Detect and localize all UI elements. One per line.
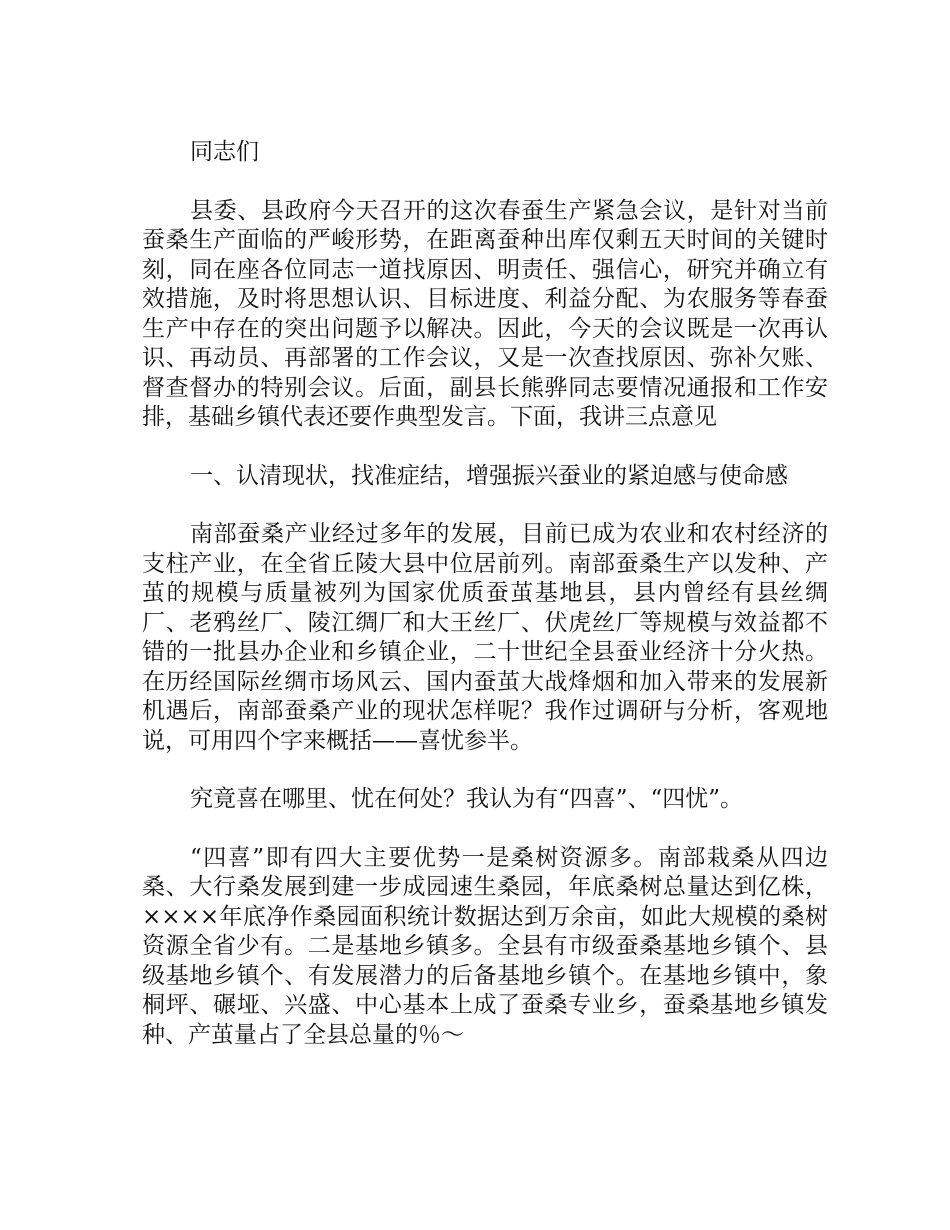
paragraph-opening: 县委、县政府今天召开的这次春蚕生产紧急会议，是针对当前蚕桑生产面临的严峻形势，在距离蚕种出库仅剩五天时间的关键时刻，同在座各位同志一道找原因、明责任、强信心，研究并确立有效措施，及时将思想认识、目标进度、利益分配、为农服务等春蚕生产中存在的突出问题予以解决。因此，今天的会议既是一次再认识、再动员、再部署的工作会议，又是一次查找原因、弥补欠账、督查督办的特别会议。后面，副县长熊骅同志要情况通报和工作安排，基础乡镇代表还要作典型发言。下面，我讲三点意见: [142, 197, 828, 430]
document-page: [142, 138, 828, 1050]
paragraph-four-joys: “四喜”即有四大主要优势一是桑树资源多。南部栽桑从四边桑、大行桑发展到建一步成园速生桑园，年底桑树总量达到亿株，××××年底净作桑园面积统计数据达到万余亩，如此大规模的桑树资源全省少有。二是基地乡镇多。全县有市级蚕桑基地乡镇个、县级基地乡镇个、有发展潜力的后备基地乡镇个。在基地乡镇中，象桐坪、碾垭、兴盛、中心基本上成了蚕桑专业乡，蚕桑基地乡镇发种、产茧量占了全县总量的％～: [142, 844, 828, 1048]
salutation: 同志们: [190, 139, 259, 165]
section-heading-one: 一、认清现状，找准症结，增强振兴蚕业的紧迫感与使命感: [190, 462, 788, 489]
paragraph-status: 南部蚕桑产业经过多年的发展，目前已成为农业和农村经济的支柱产业，在全省丘陵大县中位居前列。南部蚕桑生产以发种、产茧的规模与质量被列为国家优质蚕茧基地县，县内曾经有县丝绸厂、老鸦丝厂、陵江绸厂和大王丝厂、伏虎丝厂等规模与效益都不错的一批县办企业和乡镇企业，二十世纪全县蚕业经济十分火热。在历经国际丝绸市场风云、国内蚕茧大战烽烟和加入带来的发展新机遇后，南部蚕桑产业的现状怎样呢？我作过调研与分析，客观地说，可用四个字来概括——喜忧参半。: [142, 521, 828, 754]
paragraph-question: 究竟喜在哪里、忧在何处？我认为有“四喜”、“四忧”。: [190, 786, 744, 812]
